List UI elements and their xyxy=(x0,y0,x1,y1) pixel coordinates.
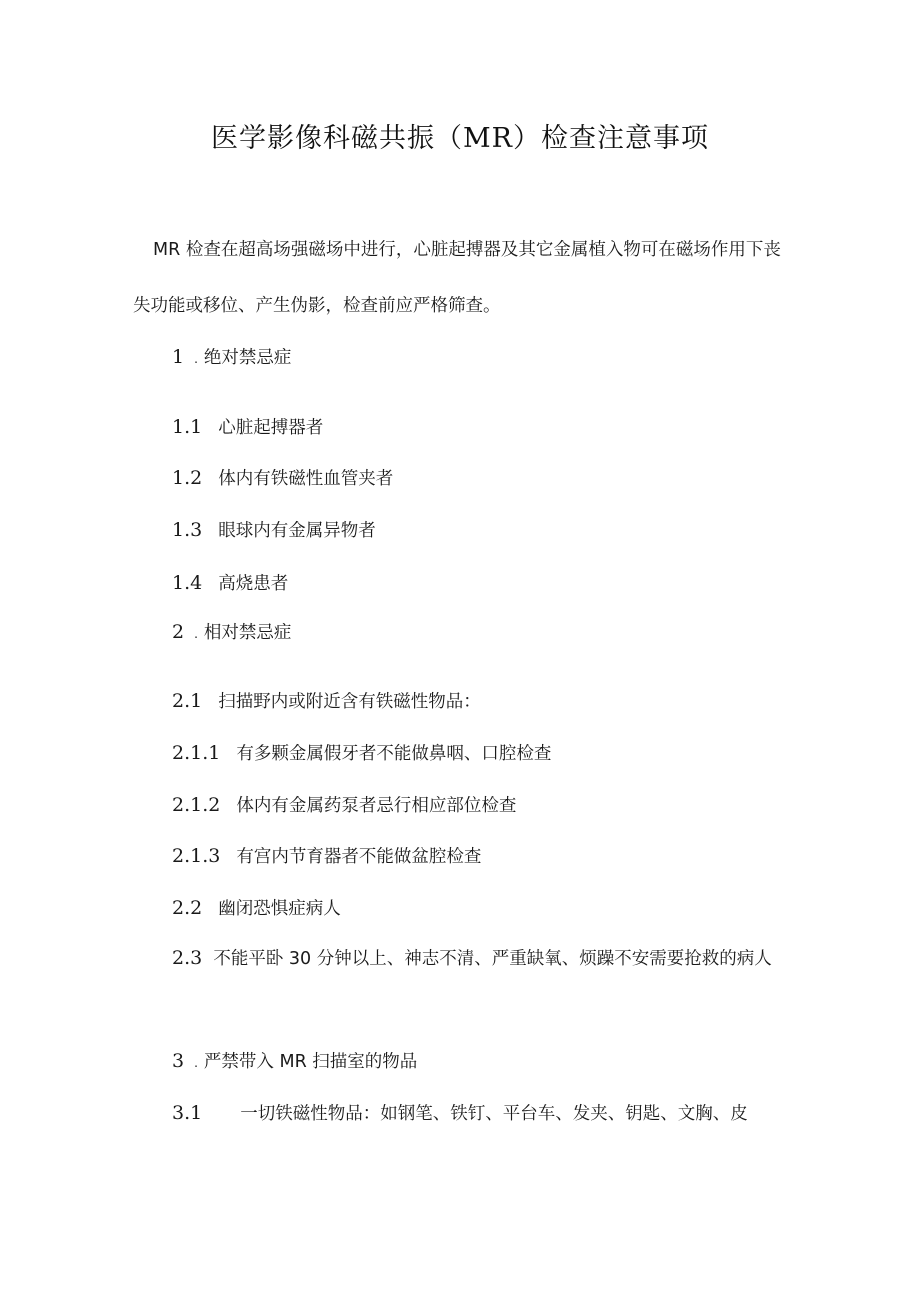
section-1 xyxy=(172,344,291,369)
section-label: 有多颗金属假牙者不能做鼻咽、口腔检查 xyxy=(236,744,552,764)
section-2-3 xyxy=(133,932,793,985)
section-label: 高烧患者 xyxy=(218,574,289,594)
section-number: 1 xyxy=(172,346,185,368)
section-3 xyxy=(172,1048,417,1073)
section-label: 不能平卧 30 分钟以上、神志不清、严重缺氧、烦躁不安需要抢救的病人 xyxy=(213,949,772,969)
section-label: 一切铁磁性物品：如钢笔、铁钉、平台车、发夹、钥匙、文胸、皮 xyxy=(240,1104,748,1124)
section-dot: . xyxy=(194,352,198,366)
section-2-1-2 xyxy=(172,792,516,817)
section-1-2 xyxy=(172,465,393,490)
section-label: 体内有铁磁性血管夹者 xyxy=(218,469,394,489)
section-number: 2 xyxy=(172,621,185,643)
section-number: 2.1 xyxy=(172,690,203,712)
section-label: 幽闭恐惧症病人 xyxy=(218,899,341,919)
intro-paragraph: MR 检查在超高场强磁场中进行，心脏起搏器及其它金属植入物可在磁场作用下丧失功能或移位、产生伪影，检查前应严格筛查。 xyxy=(133,240,781,316)
section-2-1-1 xyxy=(172,740,551,765)
section-label: 严禁带入 MR 扫描室的物品 xyxy=(203,1052,418,1072)
section-number: 2.2 xyxy=(172,897,203,919)
section-2-1 xyxy=(172,688,481,713)
section-number: 1.2 xyxy=(172,467,203,489)
section-number: 3 xyxy=(172,1050,185,1072)
section-label: 有宫内节育器者不能做盆腔检查 xyxy=(236,847,482,867)
section-1-4 xyxy=(172,570,288,595)
section-3-1 xyxy=(172,1100,748,1125)
section-label: 相对禁忌症 xyxy=(203,623,292,643)
document-title: 医学影像科磁共振（MR）检查注意事项 xyxy=(211,123,709,154)
section-dot: . xyxy=(194,627,198,641)
section-number: 3.1 xyxy=(172,1102,203,1124)
section-1-3 xyxy=(172,517,376,542)
section-number: 2.3 xyxy=(172,947,203,969)
section-1-1 xyxy=(172,414,323,439)
section-2 xyxy=(172,619,291,644)
section-number: 2.1.2 xyxy=(172,794,221,816)
section-2-2 xyxy=(172,895,341,920)
section-number: 1.1 xyxy=(172,416,203,438)
section-label: 眼球内有金属异物者 xyxy=(218,521,376,541)
section-number: 2.1.1 xyxy=(172,742,221,764)
section-number: 1.3 xyxy=(172,519,203,541)
section-label: 心脏起搏器者 xyxy=(218,418,324,438)
section-number: 2.1.3 xyxy=(172,845,221,867)
section-label: 绝对禁忌症 xyxy=(203,348,292,368)
section-2-1-3 xyxy=(172,843,481,868)
section-label: 体内有金属药泵者忌行相应部位检查 xyxy=(236,796,517,816)
section-dot: . xyxy=(194,1056,198,1070)
section-label: 扫描野内或附近含有铁磁性物品： xyxy=(218,692,481,712)
section-number: 1.4 xyxy=(172,572,203,594)
